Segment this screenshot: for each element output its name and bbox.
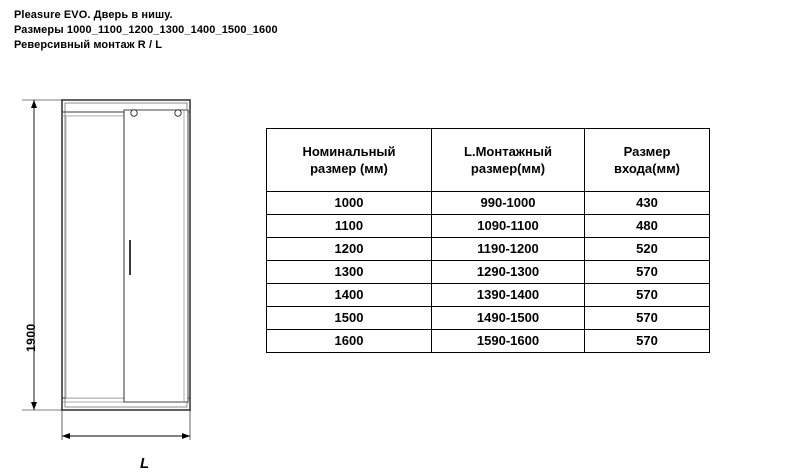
cell-entrance: 430: [585, 192, 710, 215]
header-text-block: [14, 8, 278, 53]
column-header-mounting-line2: размер(мм): [470, 161, 546, 176]
table-row: [267, 307, 710, 330]
column-header-nominal-line1: Номинальный: [302, 144, 396, 159]
cell-nominal: 1600: [267, 330, 432, 353]
height-dimension: [22, 100, 62, 410]
cell-nominal: 1400: [267, 284, 432, 307]
header-line-title: Pleasure EVO. Дверь в нишу.: [14, 9, 173, 21]
cell-entrance: 570: [585, 307, 710, 330]
column-header-mounting: [432, 129, 585, 192]
cell-mounting: 1190-1200: [432, 238, 585, 261]
table-row: [267, 330, 710, 353]
cell-nominal: 1100: [267, 215, 432, 238]
spec-table-wrapper: [266, 128, 710, 353]
cell-nominal: 1500: [267, 307, 432, 330]
width-dimension-label: L: [140, 455, 150, 472]
column-header-entrance-line1: Размер: [623, 144, 671, 159]
cell-mounting: 1090-1100: [432, 215, 585, 238]
cell-entrance: 570: [585, 284, 710, 307]
column-header-mounting-line1: L.Монтажный: [464, 144, 552, 159]
cell-mounting: 1590-1600: [432, 330, 585, 353]
cell-mounting: 1290-1300: [432, 261, 585, 284]
header-line-mounting: Реверсивный монтаж R / L: [14, 39, 163, 51]
cell-nominal: 1200: [267, 238, 432, 261]
spec-table: [266, 128, 710, 353]
cell-entrance: 570: [585, 330, 710, 353]
column-header-entrance-line2: входа(мм): [613, 161, 681, 176]
width-dimension: [62, 410, 190, 440]
shower-door-drawing: [0, 80, 260, 472]
table-row: [267, 215, 710, 238]
cell-entrance: 570: [585, 261, 710, 284]
cell-nominal: 1000: [267, 192, 432, 215]
table-header-row: [267, 129, 710, 192]
cell-entrance: 480: [585, 215, 710, 238]
column-header-nominal: [267, 129, 432, 192]
cell-mounting: 1390-1400: [432, 284, 585, 307]
fixed-glass-panel: [66, 116, 128, 398]
table-row: [267, 238, 710, 261]
sliding-door-leaf: [124, 110, 188, 402]
column-header-entrance: [585, 129, 710, 192]
cell-nominal: 1300: [267, 261, 432, 284]
cell-mounting: 990-1000: [432, 192, 585, 215]
cell-mounting: 1490-1500: [432, 307, 585, 330]
cell-entrance: 520: [585, 238, 710, 261]
header-line-sizes: Размеры 1000_1100_1200_1300_1400_1500_1600: [14, 24, 278, 36]
table-row: [267, 192, 710, 215]
table-row: [267, 284, 710, 307]
height-dimension-label: 1900: [24, 323, 38, 352]
table-row: [267, 261, 710, 284]
drawing-svg: [0, 80, 260, 440]
column-header-nominal-line2: размер (мм): [310, 161, 388, 176]
